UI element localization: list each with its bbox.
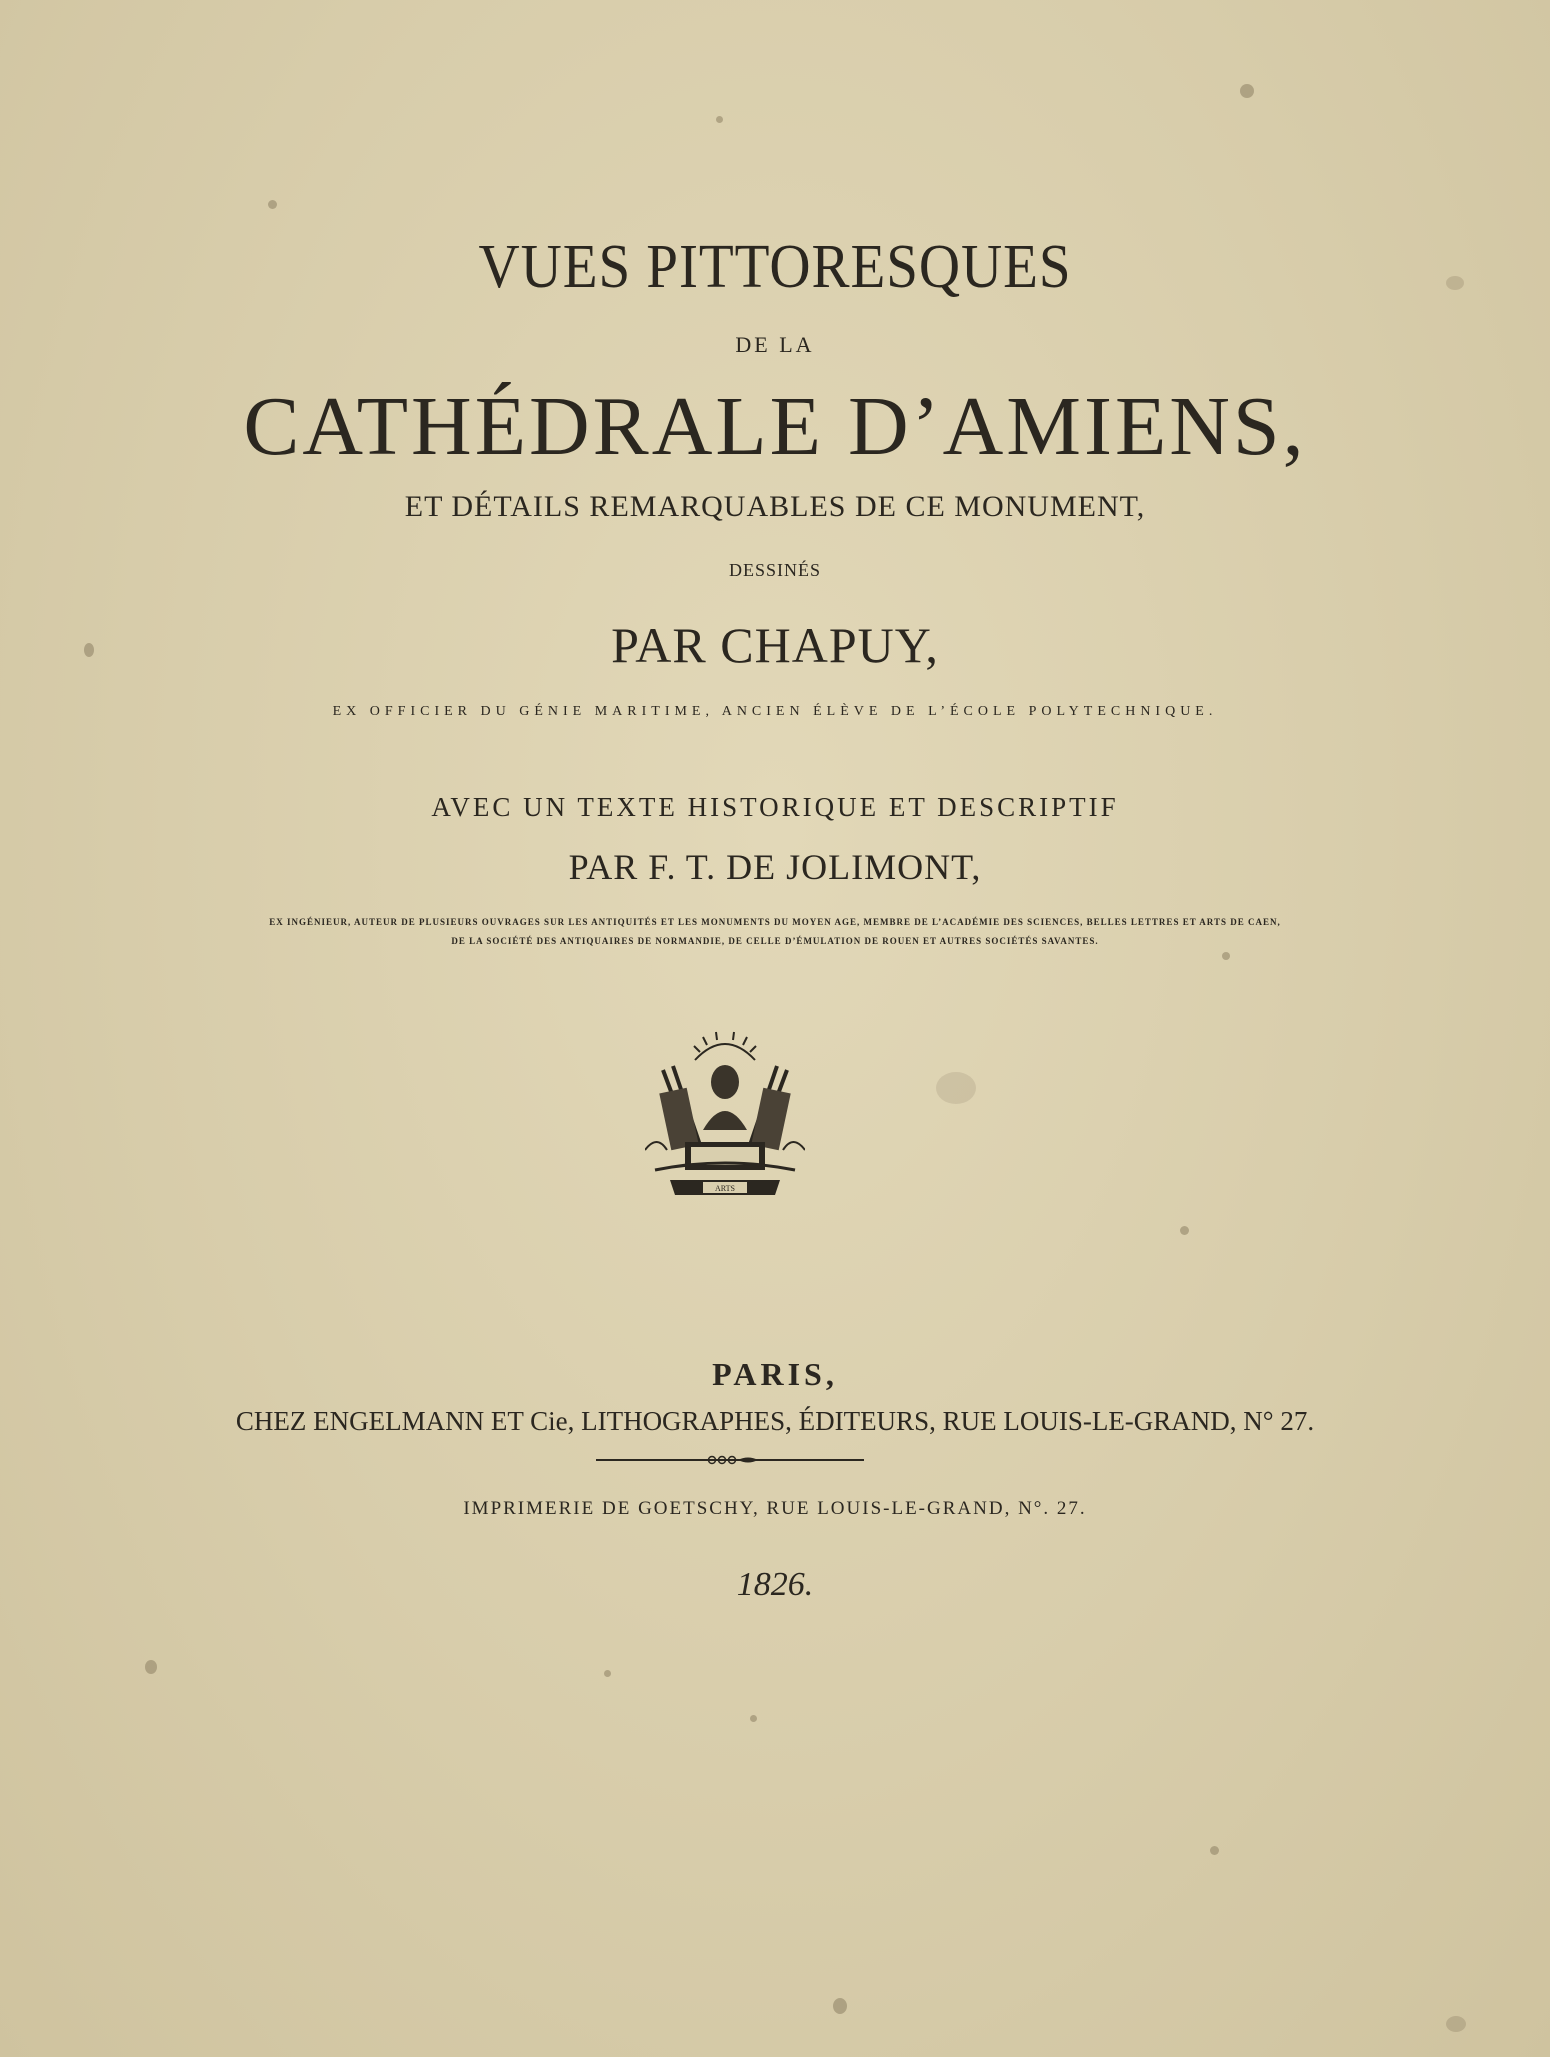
imprint-city: PARIS,: [712, 1356, 838, 1392]
author-credentials-line-1: EX INGÉNIEUR, AUTEUR DE PLUSIEURS OUVRAGES SUR LES ANTIQUITÉS ET LES MONUMENTS DU MOYEN AGE, MEMBRE DE L’ACADÉMIE DES SCIENCES, BELLES LETTRES ET ARTS DE CAEN,: [269, 917, 1281, 927]
author-name: PAR F. T. DE JOLIMONT,: [568, 847, 982, 887]
title-line-1: VUES PITTORESQUES: [478, 233, 1072, 301]
vignette-banner-text: ARTS: [715, 1184, 735, 1193]
arts-emblem-icon: [645, 1030, 805, 1202]
artist-credentials: EX OFFICIER DU GÉNIE MARITIME, ANCIEN ÉLÈVE DE L’ÉCOLE POLYTECHNIQUE.: [332, 704, 1218, 719]
foxing-spot: [936, 1072, 976, 1104]
foxing-spot: [716, 116, 723, 123]
title-connector: DE LA: [735, 332, 815, 357]
foxing-spot: [833, 1998, 847, 2014]
subtitle: ET DÉTAILS REMARQUABLES DE CE MONUMENT,: [404, 490, 1146, 523]
foxing-spot: [268, 200, 277, 209]
foxing-spot: [1222, 952, 1230, 960]
foxing-spot: [1446, 276, 1464, 290]
rule-ornament-icon: [700, 1453, 760, 1467]
foxing-spot: [750, 1715, 757, 1722]
foxing-spot: [1210, 1846, 1219, 1855]
foxing-spot: [604, 1670, 611, 1677]
foxing-spot: [84, 643, 94, 657]
printer-line: IMPRIMERIE DE GOETSCHY, RUE LOUIS-LE-GRAND, N°. 27.: [463, 1498, 1087, 1519]
publication-year: 1826.: [736, 1566, 814, 1603]
foxing-spot: [145, 1660, 157, 1674]
foxing-spot: [1240, 84, 1254, 98]
foxing-spot: [1180, 1226, 1189, 1235]
title-line-2: CATHÉDRALE D’AMIENS,: [243, 380, 1307, 473]
text-note: AVEC UN TEXTE HISTORIQUE ET DESCRIPTIF: [431, 792, 1119, 822]
dessines-label: DESSINÉS: [728, 560, 821, 580]
artist-name: PAR CHAPUY,: [611, 617, 939, 673]
foxing-spot: [1446, 2016, 1466, 2032]
author-credentials-line-2: DE LA SOCIÉTÉ DES ANTIQUAIRES DE NORMANDIE, DE CELLE D’ÉMULATION DE ROUEN ET AUTRES SOCIÉTÉS SAVANTES.: [451, 936, 1099, 946]
publisher-line: CHEZ ENGELMANN ET Cie, LITHOGRAPHES, ÉDITEURS, RUE LOUIS-LE-GRAND, N° 27.: [235, 1406, 1315, 1436]
